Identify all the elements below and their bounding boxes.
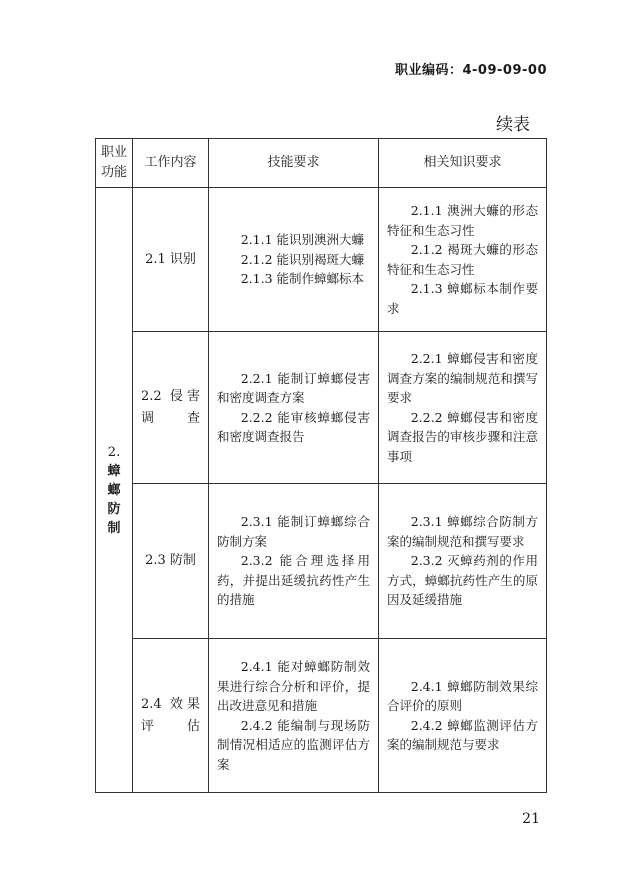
knowledge-cell: 2.3.1 蟑螂综合防制方案的编制规范和撰写要求 2.3.2 灭蟑药剂的作用方式，蟑螂抗药性产生的原因及延缓措施 — [379, 484, 547, 639]
work-cell: 2.2 侵害调查 — [133, 332, 209, 484]
occupation-code: 职业编码：4-09-09-00 — [394, 63, 547, 78]
work-cell: 2.3 防制 — [133, 484, 209, 639]
page-number: 21 — [522, 811, 540, 827]
work-cell: 2.1 识别 — [133, 188, 209, 332]
function-number: 2. — [107, 444, 121, 460]
table-header-row — [96, 139, 547, 188]
skill-cell: 2.4.1 能对蟑螂防制效果进行综合分析和评价，提出改进意见和措施 2.4.2 能编制与现场防制情况相适应的监测评估方案 — [209, 639, 379, 793]
function-name: 蟑螂防制 — [107, 463, 121, 536]
knowledge-cell: 2.1.1 澳洲大蠊的形态特征和生态习性 2.1.2 褐斑大蠊的形态特征和生态习性 2.1.3 蟑螂标本制作要求 — [379, 188, 547, 332]
header-function: 职业功能 — [96, 139, 133, 188]
skill-cell: 2.3.1 能制订蟑螂综合防制方案 2.3.2 能合理选择用药，并提出延缓抗药性产生的措施 — [209, 484, 379, 639]
table-row — [96, 484, 547, 639]
skill-cell: 2.1.1 能识别澳洲大蠊 2.1.2 能识别褐斑大蠊 2.1.3 能制作蟑螂标本 — [209, 188, 379, 332]
skill-cell: 2.2.1 能制订蟑螂侵害和密度调查方案 2.2.2 能审核蟑螂侵害和密度调查报告 — [209, 332, 379, 484]
knowledge-cell: 2.4.1 蟑螂防制效果综合评价的原则 2.4.2 蟑螂监测评估方案的编制规范与要求 — [379, 639, 547, 793]
function-cell — [96, 188, 133, 793]
table-row — [96, 188, 547, 332]
knowledge-cell: 2.2.1 蟑螂侵害和密度调查方案的编制规范和撰写要求 2.2.2 蟑螂侵害和密度调查报告的审核步骤和注意事项 — [379, 332, 547, 484]
table-row — [96, 332, 547, 484]
header-skill: 技能要求 — [209, 139, 379, 188]
header-knowledge: 相关知识要求 — [379, 139, 547, 188]
work-cell: 2.4 效果评估 — [133, 639, 209, 793]
continuation-label: 续表 — [496, 115, 530, 135]
skill-standard-table — [95, 138, 547, 793]
header-work: 工作内容 — [133, 139, 209, 188]
table-row — [96, 639, 547, 793]
